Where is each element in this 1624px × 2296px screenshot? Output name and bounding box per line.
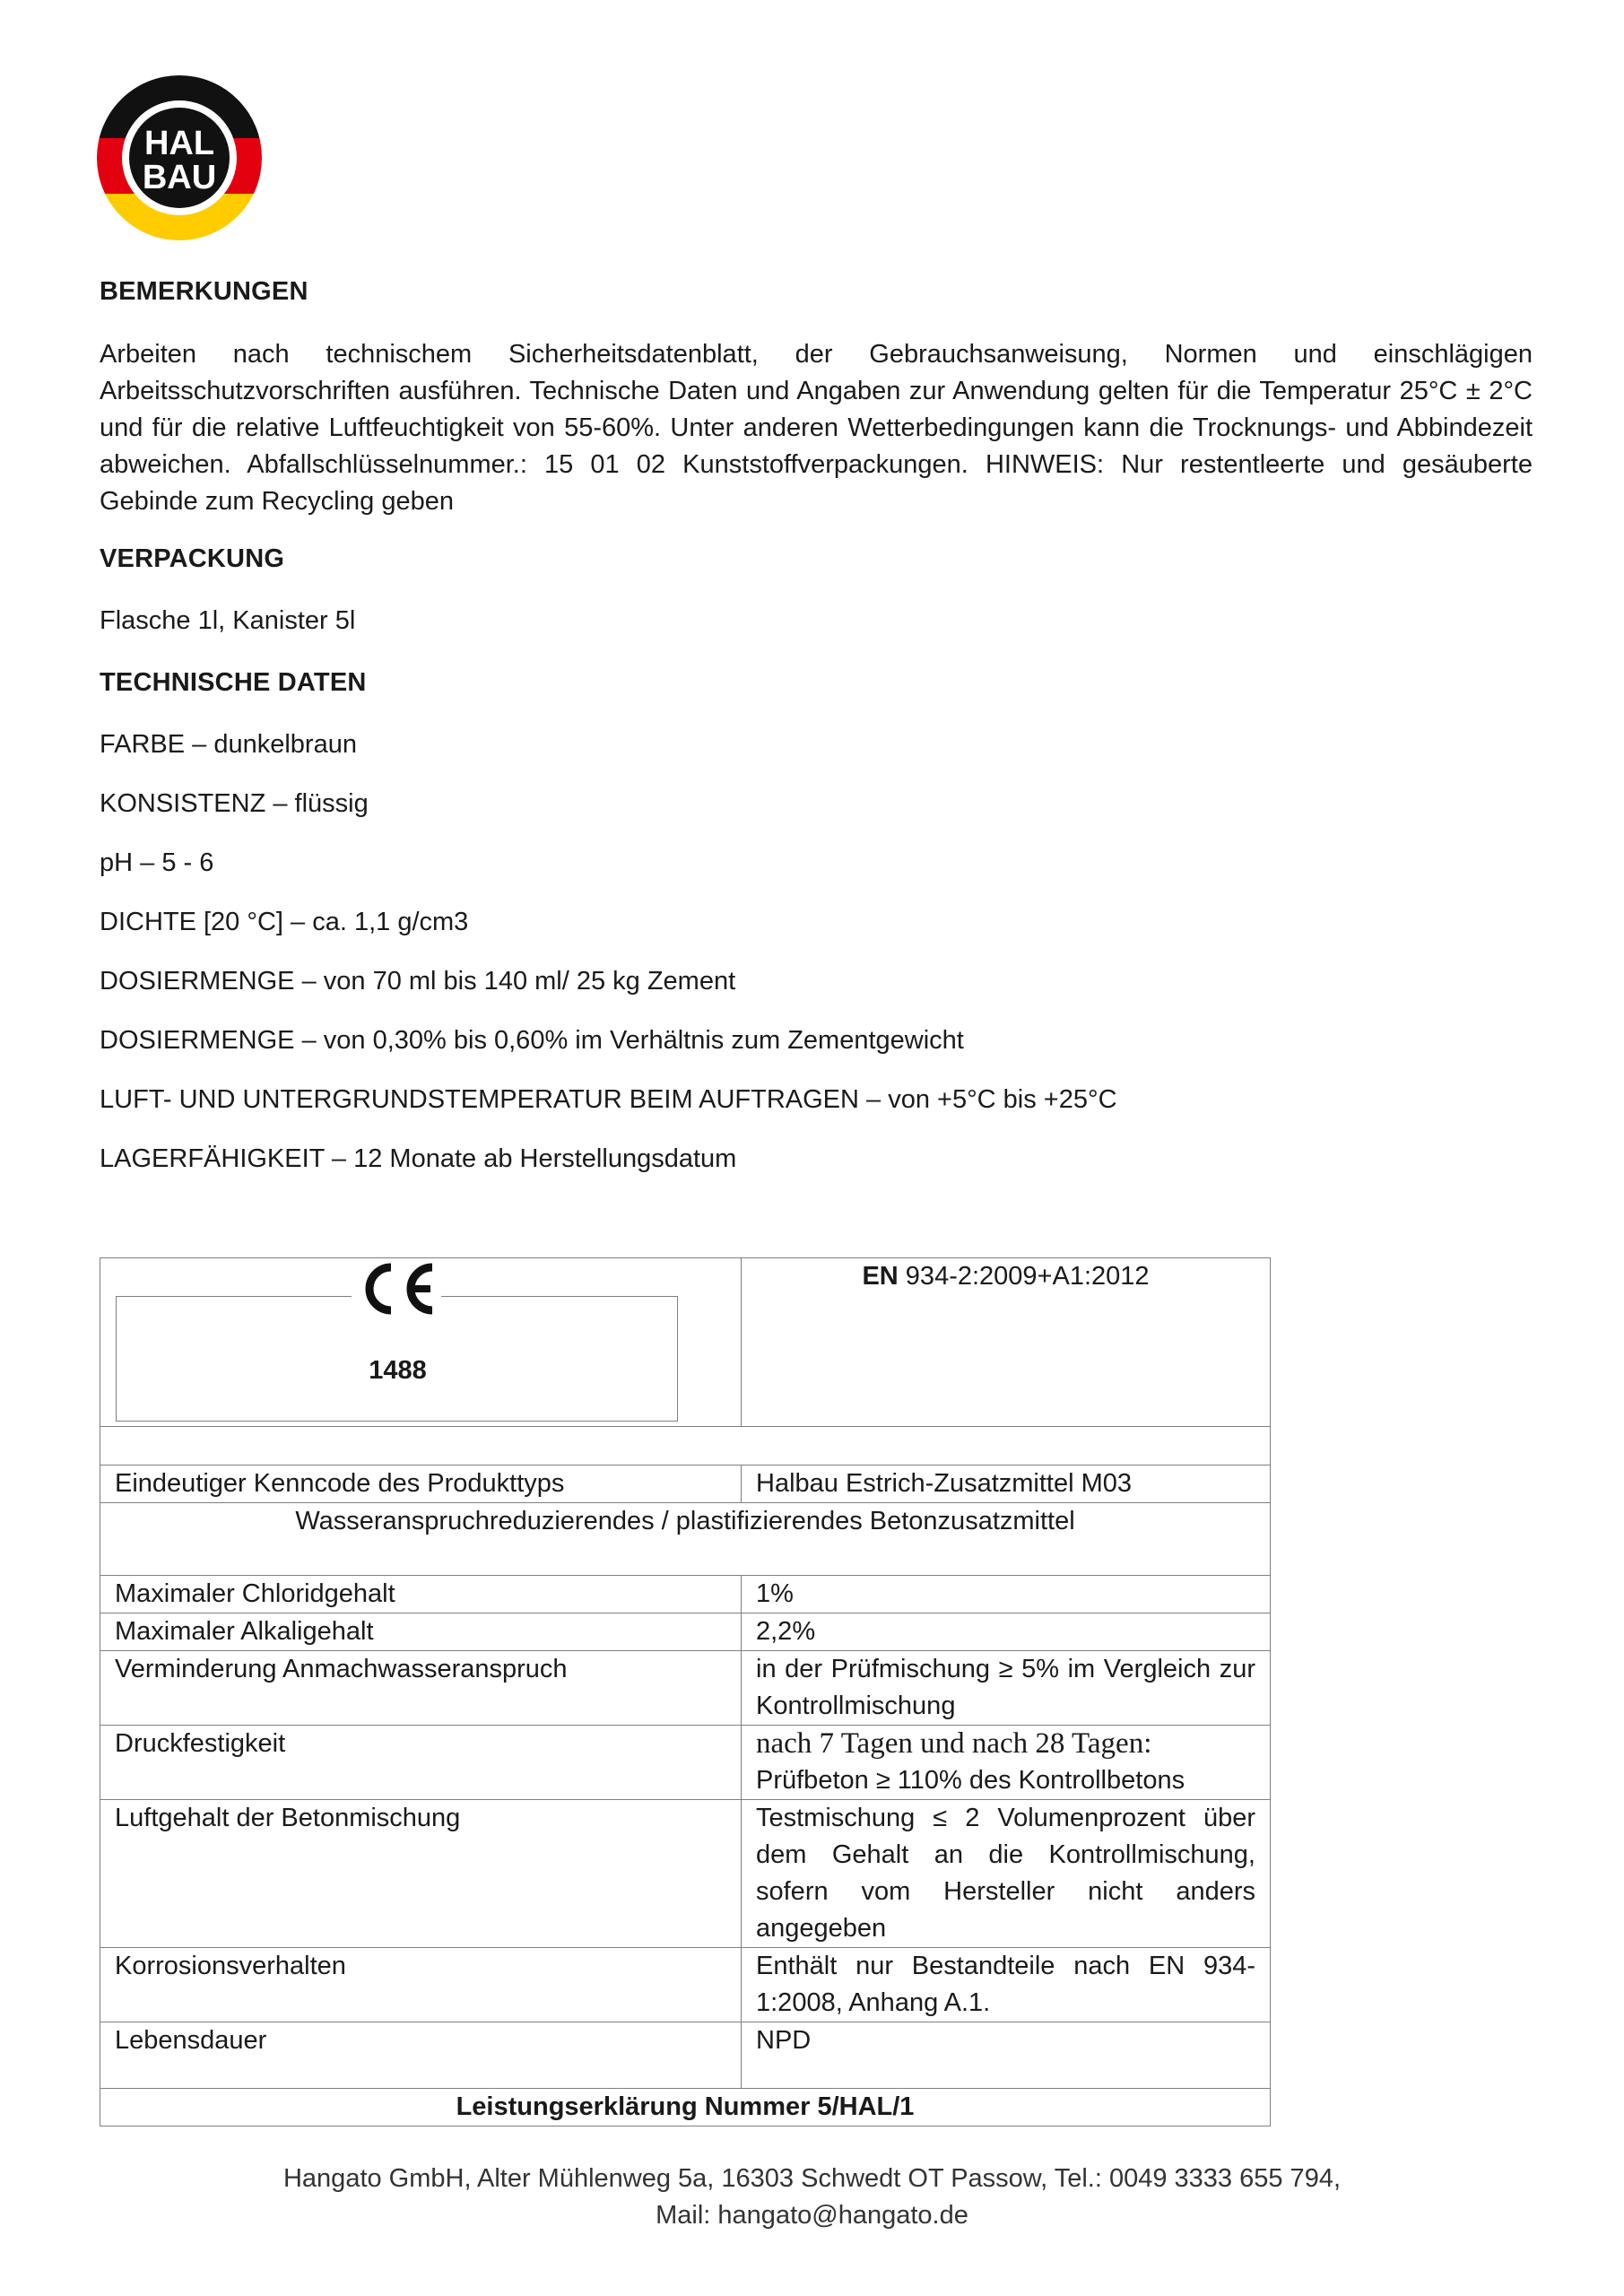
ce-declaration-table — [100, 1257, 1271, 2126]
table-row — [100, 1465, 1271, 1503]
property-label: Verminderung Anmachwasseranspruch — [100, 1651, 742, 1726]
table-row — [100, 2089, 1271, 2126]
property-value-line: nach 7 Tagen und nach 28 Tagen: — [756, 1727, 1152, 1760]
property-label: Maximaler Chloridgehalt — [100, 1576, 742, 1613]
tech-item: DICHTE [20 °C] – ca. 1,1 g/cm3 — [100, 908, 469, 936]
declaration-number: Leistungserklärung Nummer 5/HAL/1 — [100, 2089, 1271, 2126]
table-row — [100, 2022, 1271, 2089]
tech-item: KONSISTENZ – flüssig — [100, 789, 369, 818]
property-value: NPD — [742, 2022, 1271, 2089]
tech-item: DOSIERMENGE – von 70 ml bis 140 ml/ 25 kg Zement — [100, 967, 736, 996]
table-row — [100, 1948, 1271, 2022]
property-label: Luftgehalt der Betonmischung — [100, 1800, 742, 1948]
ce-mark-icon — [352, 1260, 441, 1318]
tech-item: DOSIERMENGE – von 0,30% bis 0,60% im Verhältnis zum Zementgewicht — [100, 1026, 964, 1055]
footer-address: Hangato GmbH, Alter Mühlenweg 5a, 16303 Schwedt OT Passow, Tel.: 0049 3333 655 794, — [282, 2164, 1342, 2193]
packaging-text: Flasche 1l, Kanister 5l — [100, 606, 356, 635]
footer-email: Mail: hangato@hangato.de — [656, 2201, 968, 2230]
standard-prefix: EN — [862, 1262, 899, 1291]
table-row — [100, 1576, 1271, 1613]
empty-row — [100, 1427, 1271, 1465]
ce-number: 1488 — [369, 1356, 427, 1385]
table-row — [100, 1613, 1271, 1651]
property-value: Enthält nur Bestandteile nach EN 934-1:2008, Anhang A.1. — [742, 1948, 1271, 2022]
property-value — [742, 1726, 1271, 1800]
product-description: Wasseranspruchreduzierendes / plastifizierendes Betonzusatzmittel — [100, 1503, 1271, 1576]
table-row — [100, 1726, 1271, 1800]
table-row — [100, 1651, 1271, 1726]
table-row — [100, 1503, 1271, 1576]
property-value: in der Prüfmischung ≥ 5% im Vergleich zur Kontrollmischung — [742, 1651, 1271, 1726]
tech-item: LUFT- UND UNTERGRUNDSTEMPERATUR BEIM AUFTRAGEN – von +5°C bis +25°C — [100, 1085, 1117, 1114]
remarks-heading: BEMERKUNGEN — [100, 277, 308, 306]
product-code-label: Eindeutiger Kenncode des Produkttyps — [100, 1465, 742, 1503]
tech-item: FARBE – dunkelbraun — [100, 730, 357, 759]
tech-item: pH – 5 - 6 — [100, 848, 214, 877]
property-value: 2,2% — [742, 1613, 1271, 1651]
footer — [0, 2161, 1624, 2234]
property-value-line: Prüfbeton ≥ 110% des Kontrollbetons — [756, 1766, 1185, 1795]
standard-cell — [742, 1258, 1271, 1427]
packaging-heading: VERPACKUNG — [100, 544, 285, 573]
tech-item: LAGERFÄHIGKEIT – 12 Monate ab Herstellungsdatum — [100, 1144, 737, 1173]
property-label: Maximaler Alkaligehalt — [100, 1613, 742, 1651]
property-label: Druckfestigkeit — [100, 1726, 742, 1800]
property-value: Testmischung ≤ 2 Volumenprozent über dem Gehalt an die Kontrollmischung, sofern vom Hersteller nicht anders angegeben — [742, 1800, 1271, 1948]
product-code-value: Halbau Estrich-Zusatzmittel M03 — [742, 1465, 1271, 1503]
property-label: Korrosionsverhalten — [100, 1948, 742, 2022]
property-label: Lebensdauer — [100, 2022, 742, 2089]
table-row — [100, 1800, 1271, 1948]
standard-code: 934-2:2009+A1:2012 — [898, 1262, 1150, 1291]
halbau-logo — [97, 75, 262, 240]
logo-text-bottom: BAU — [142, 159, 217, 196]
remarks-paragraph: Arbeiten nach technischem Sicherheitsdatenblatt, der Gebrauchsanweisung, Normen und einschlägigen Arbeitsschutzvorschriften ausführen. Technische Daten und Angaben zur Anwendung gelten für die Temperatur 25°C ± 2°C und für die relative Luftfeuchtigkeit von 55-60%. Unter anderen Wetterbedingungen kann die Trocknungs- und Abbindezeit abweichen. Abfallschlüsselnummer.: 15 01 02 Kunststoffverpackungen. HINWEIS: Nur restentleerte und gesäuberte Gebinde zum Recycling geben — [100, 340, 1533, 516]
ce-mark-cell — [100, 1258, 742, 1427]
logo-text-top: HAL — [143, 125, 215, 162]
technical-heading: TECHNISCHE DATEN — [100, 668, 367, 697]
property-value: 1% — [742, 1576, 1271, 1613]
